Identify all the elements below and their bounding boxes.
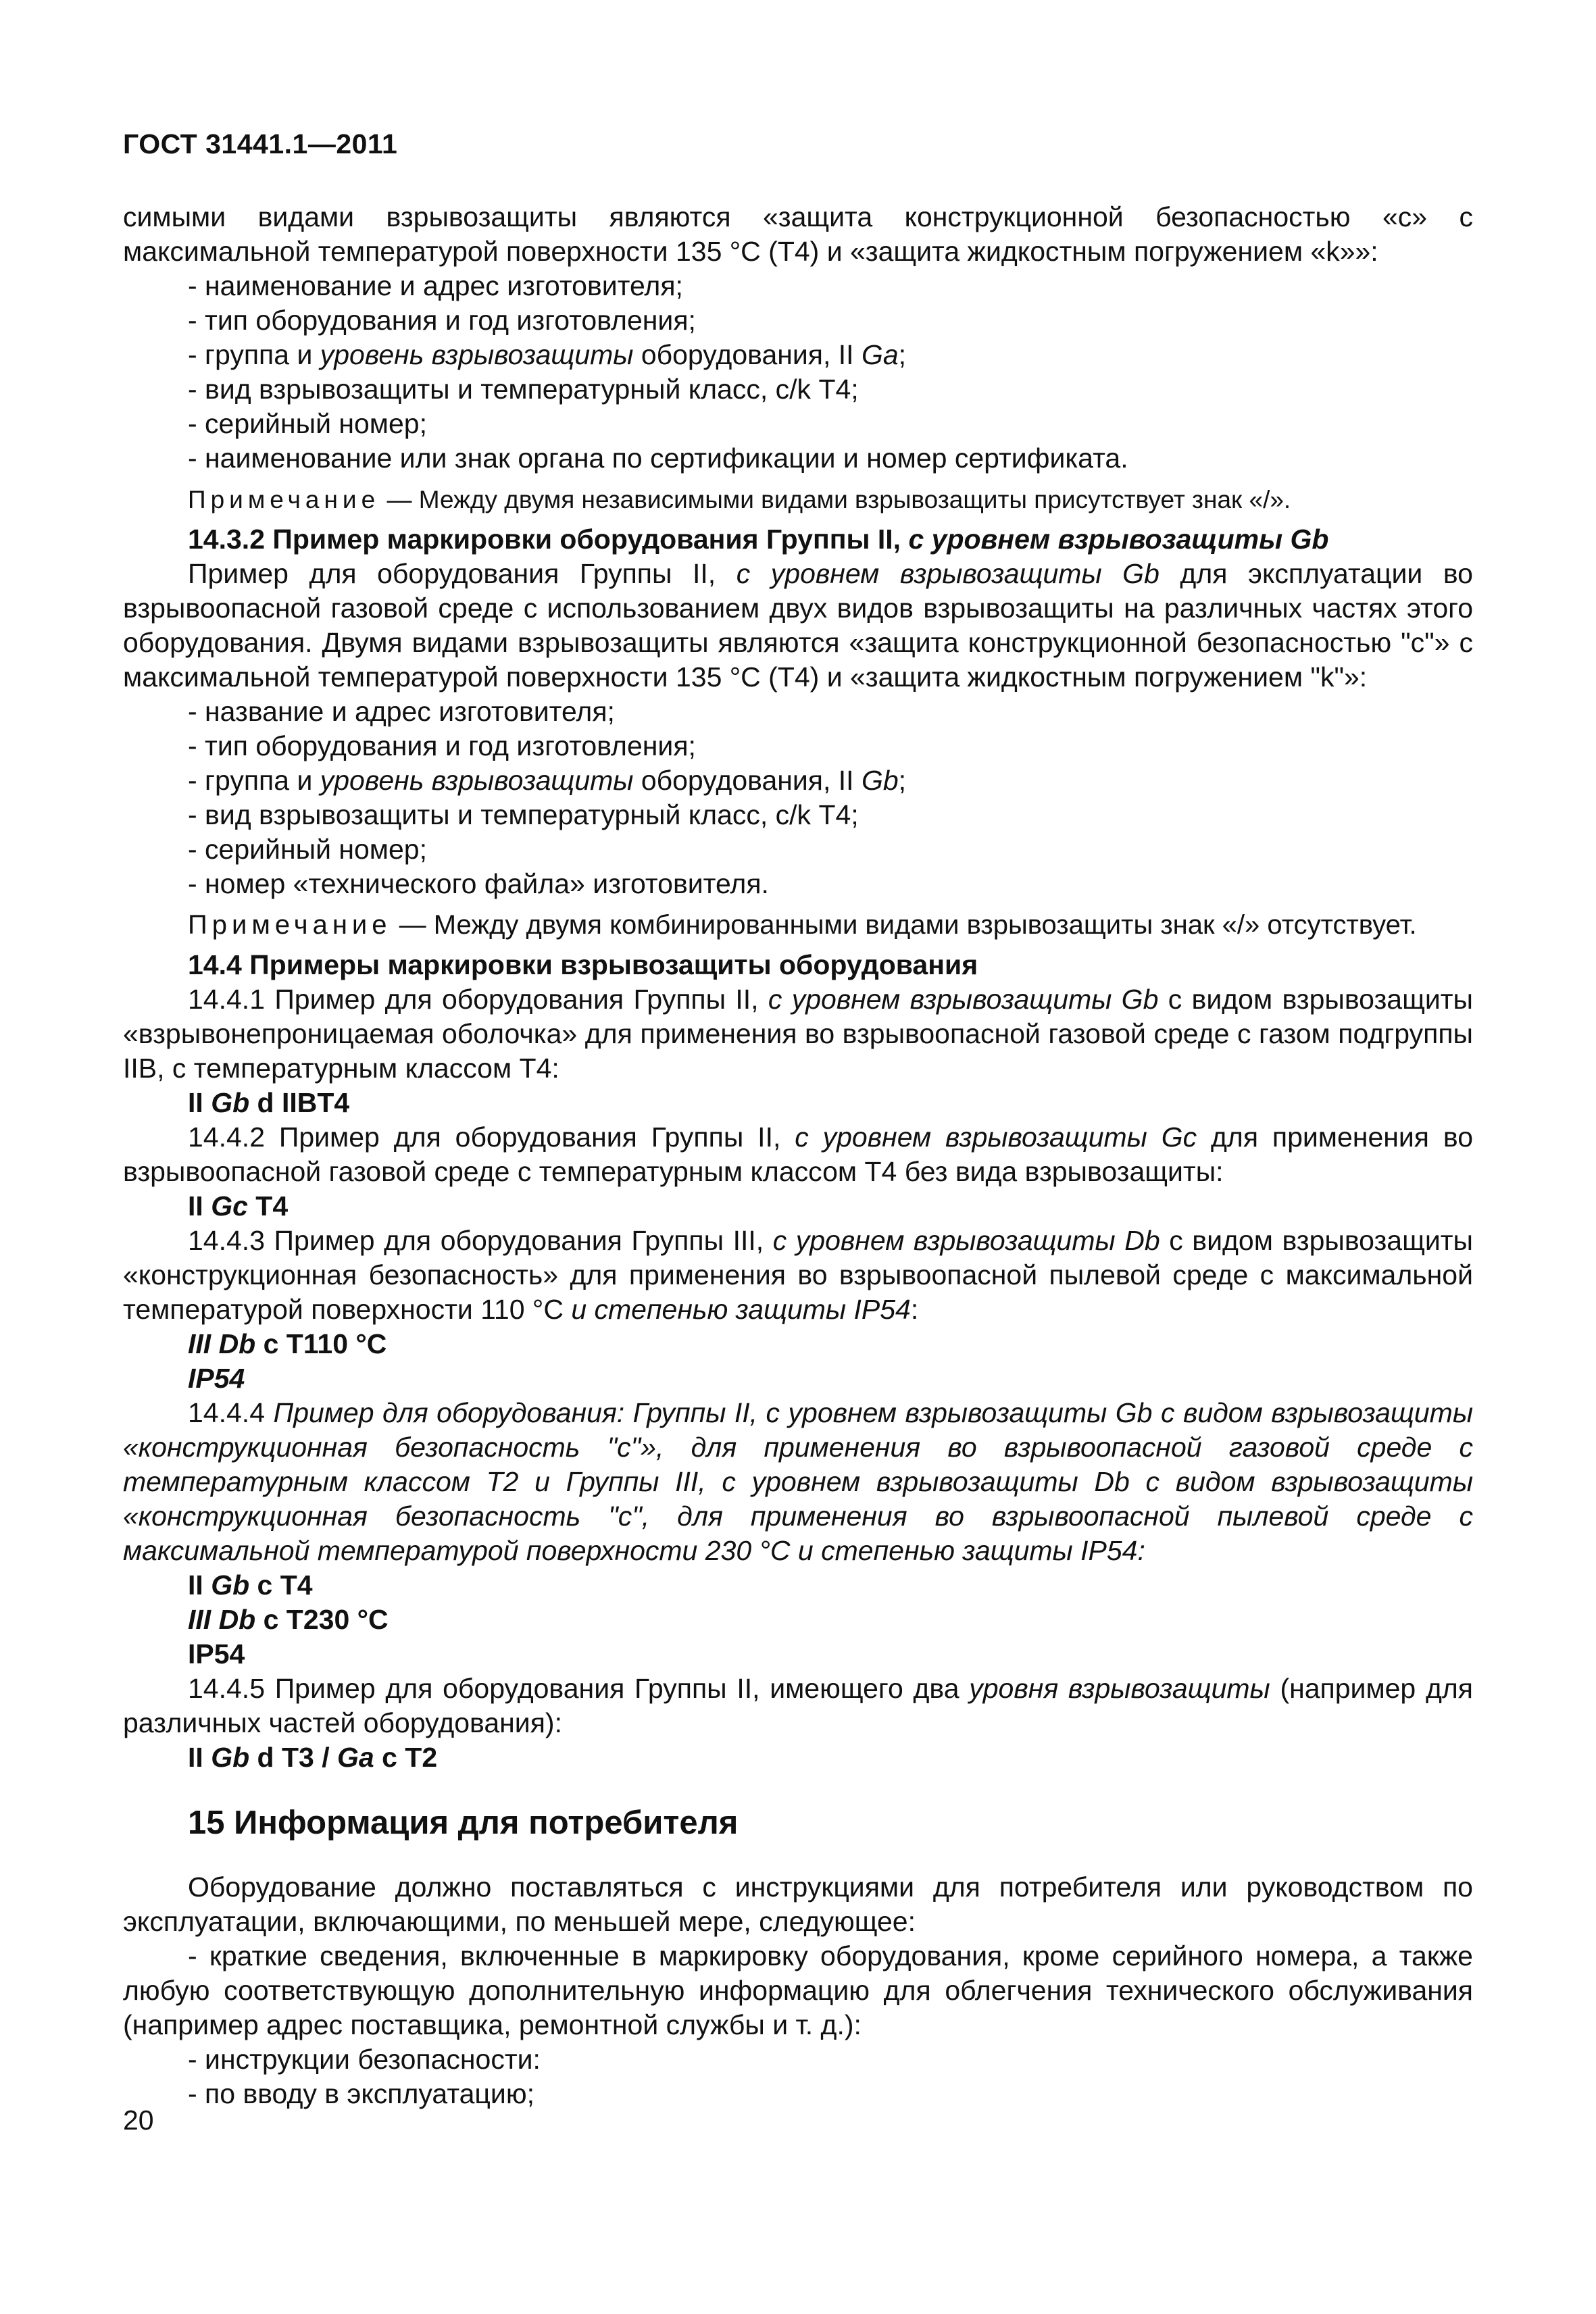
marking-example: III Db c T230 °C (188, 1604, 389, 1635)
list-item: - тип оборудования и год изготовления; (188, 730, 696, 761)
paragraph-14-4-1: 14.4.1 Пример для оборудования Группы II, с уровнем взрывозащиты Gb с видом взрывозащиты «взрывонепроницаемая оболочка» для применения во взрывоопасной газовой среде с газом подгруппы IIB, с температурным классом Т4: (123, 984, 1473, 1084)
paragraph-14-4-3: 14.4.3 Пример для оборудования Группы III, с уровнем взрывозащиты Db с видом взрывозащиты «конструкционная безопасность» для применения во взрывоопасной пылевой среде с максимальной температурой поверхности 110 °С и степенью защиты IP54: (123, 1225, 1473, 1325)
list-item: - наименование и адрес изготовителя; (188, 270, 683, 301)
paragraph-14-4-4: 14.4.4 Пример для оборудования: Группы II, с уровнем взрывозащиты Gb с видом взрывозащиты «конструкционная безопасность "с"», для применения во взрывоопасной газовой среде с температурным классом Т2 и Группы III, с уровнем взрывозащиты Db с видом взрывозащиты «конструкционная безопасность "с", для применения во взрывоопасной пылевой среде с максимальной температурой поверхности 230 °С и степенью защиты IP54: (123, 1397, 1473, 1566)
list-item: - по вводу в эксплуатацию; (188, 2078, 534, 2109)
marking-example: II Gb d IIBT4 (188, 1087, 350, 1118)
paragraph-14-4-5: 14.4.5 Пример для оборудования Группы II, имеющего два уровня взрывозащиты (например для различных частей оборудования): (123, 1673, 1473, 1738)
marking-example: IP54 (188, 1363, 245, 1394)
marking-example: III Db c T110 °C (188, 1328, 387, 1359)
section-heading-14-4: 14.4 Примеры маркировки взрывозащиты оборудования (188, 949, 978, 980)
section-heading-15: 15 Информация для потребителя (188, 1805, 739, 1841)
note: Примечание — Между двумя комбинированными видами взрывозащиты знак «/» отсутствует. (188, 910, 1417, 940)
list-item: - серийный номер; (188, 408, 427, 439)
intro-paragraph: симыми видами взрывозащиты являются «защита конструкционной безопасностью «с» с максимальной температурой поверхности 135 °С (Т4) и «защита жидкостным погружением «k»»: (123, 201, 1473, 267)
marking-example: IP54 (188, 1638, 245, 1669)
marking-example: II Gb d T3 / Ga c T2 (188, 1742, 438, 1773)
paragraph-15: Оборудование должно поставляться с инструкциями для потребителя или руководством по эксплуатации, включающими, по меньшей мере, следующее: (123, 1871, 1473, 1937)
list-item: - краткие сведения, включенные в маркировку оборудования, кроме серийного номера, а также любую соответствующую дополнительную информацию для облегчения технического обслуживания (например адрес поставщика, ремонтной службы и т. д.): (123, 1940, 1473, 2040)
page-number: 20 (123, 2105, 154, 2136)
list-item: - вид взрывозащиты и температурный класс, с/k Т4; (188, 374, 859, 405)
list-item: - тип оборудования и год изготовления; (188, 305, 696, 336)
list-item: - инструкции безопасности: (188, 2044, 541, 2075)
paragraph-14-3-2: Пример для оборудования Группы II, с уровнем взрывозащиты Gb для эксплуатации во взрывоопасной газовой среде с использованием двух видов взрывозащиты на различных частях этого оборудования. Двумя видами взрывозащиты являются «защита конструкционной безопасностью "с"» с максимальной температурой поверхности 135 °С (Т4) и «защита жидкостным погружением "k"»: (123, 558, 1473, 693)
marking-example: II Gc T4 (188, 1190, 289, 1222)
list-item: - группа и уровень взрывозащиты оборудования, II Gb; (188, 765, 907, 796)
section-heading-14-3-2: 14.3.2 Пример маркировки оборудования Группы II, с уровнем взрывозащиты Gb (188, 524, 1329, 555)
note: Примечание — Между двумя независимыми видами взрывозащиты присутствует знак «/». (188, 486, 1291, 513)
list-item: - наименование или знак органа по сертификации и номер сертификата. (188, 443, 1128, 474)
list-item: - серийный номер; (188, 834, 427, 865)
document-header: ГОСТ 31441.1—2011 (123, 128, 398, 159)
list-item: - номер «технического файла» изготовителя. (188, 868, 769, 899)
list-item: - вид взрывозащиты и температурный класс, с/k Т4; (188, 799, 859, 830)
paragraph-14-4-2: 14.4.2 Пример для оборудования Группы II, с уровнем взрывозащиты Gc для применения во взрывоопасной газовой среде с температурным классом Т4 без вида взрывозащиты: (123, 1122, 1473, 1187)
list-item: - группа и уровень взрывозащиты оборудования, II Ga; (188, 339, 907, 370)
list-item: - название и адрес изготовителя; (188, 696, 615, 727)
page-body (123, 200, 1473, 2111)
marking-example: II Gb c T4 (188, 1569, 313, 1601)
